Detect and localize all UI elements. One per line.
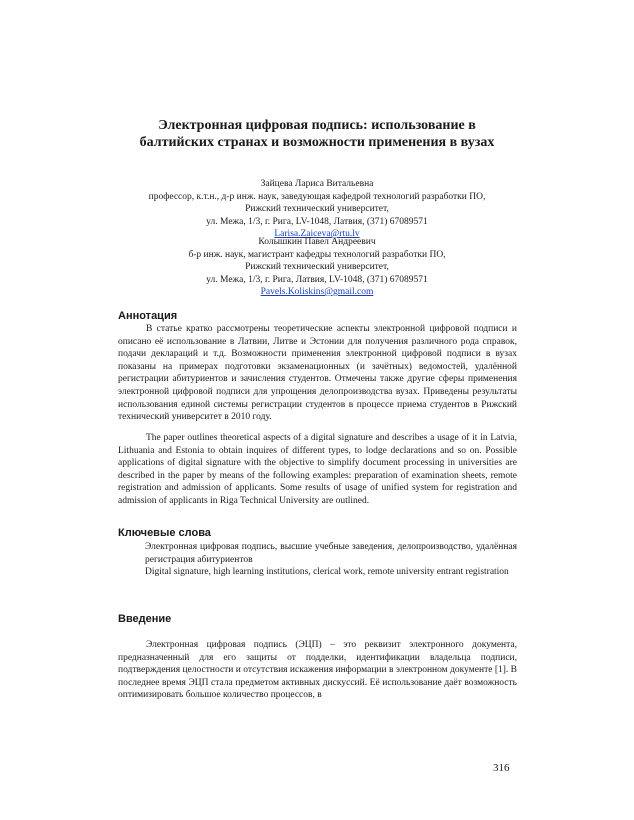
intro-text: Электронная цифровая подпись (ЭЦП) – это реквизит электронного документа, предназначенный для его защиты от подделки, идентификации владельца подписи, подтверждения целостности и отсутствия искажения информации в электронном документе [1]. В последнее время ЭЦП стала предметом активных дискуссий. Её использование даёт возможность оптимизировать большое количество процессов, в xyxy=(118,640,517,701)
page-number: 316 xyxy=(493,762,510,774)
author-2-university: Рижский технический университет, xyxy=(245,262,389,272)
author-1-university: Рижский технический университет, xyxy=(245,204,389,214)
author-2-email-link[interactable]: Pavels.Koliskins@gmail.com xyxy=(260,287,374,297)
author-2-name: Колышкин Павел Андреевич xyxy=(258,237,376,247)
author-2-position: б-р инж. наук, магистрант кафедры технологий разработки ПО, xyxy=(188,249,446,260)
keywords-en: Digital signature, high learning institutions, clerical work, remote university entrant registration xyxy=(145,567,509,577)
author-1-email-link[interactable]: Larisa.Zaiceva@rtu.lv xyxy=(274,229,360,239)
abstract-heading: Аннотация xyxy=(118,310,178,322)
author-2-block xyxy=(0,236,634,299)
author-1-position: профессор, к.т.н., д-р инж. наук, заведующая кафедрой технологий разработки ПО, xyxy=(148,191,486,202)
keywords-heading: Ключевые слова xyxy=(118,527,211,539)
author-2-address: ул. Межа, 1/3, г. Рига, Латвия, LV-1048, (371) 67089571 xyxy=(206,274,428,285)
author-1-address: ул. Межа, 1/3, г. Рига, LV-1048, Латвия, (371) 67089571 xyxy=(206,216,428,227)
intro-heading: Введение xyxy=(118,613,172,625)
title-line-2: балтийских странах и возможности применения в вузах xyxy=(139,135,495,150)
title-line-1: Электронная цифровая подпись: использование в xyxy=(158,118,476,133)
author-1-block xyxy=(0,178,634,241)
abstract-en: The paper outlines theoretical aspects of a digital signature and describes a usage of it in Latvia, Lithuania and Estonia to obtain inquires of different types, to lodge declarations and so on. Possible applications of digital signature with the objective to simplify document processing in universities are described in the paper by means of the following examples: preparation of examination sheets, remote registration and admission of applicants. Some results of usage of unified system for registration and admission of applicants in Riga Technical University are outlined. xyxy=(118,433,517,506)
keywords-ru: Электронная цифровая подпись, высшие учебные заведения, делопроизводство, удалённая регистрация абитуриентов xyxy=(145,542,517,565)
paper-title xyxy=(0,117,634,151)
abstract-ru: В статье кратко рассмотрены теоретические аспекты электронной цифровой подписи и описано её использование в Латвии, Литве и Эстонии для получения различного рода справок, подачи деклараций и т.д. Возможности применения электронной цифровой подписи в вузах показаны на примерах подготовки экзаменационных (и зачётных) ведомостей, удалённой регистрации абитуриентов и зачисления студентов. Отмечены также другие сферы применения электронной цифровой подписи для упрощения делопроизводства вузах. Приведены результаты использования единой системы регистрации студентов в процессе приема студентов в Рижский технический университет в 2010 году. xyxy=(118,324,517,423)
author-1-name: Зайцева Лариса Витальевна xyxy=(260,179,374,189)
